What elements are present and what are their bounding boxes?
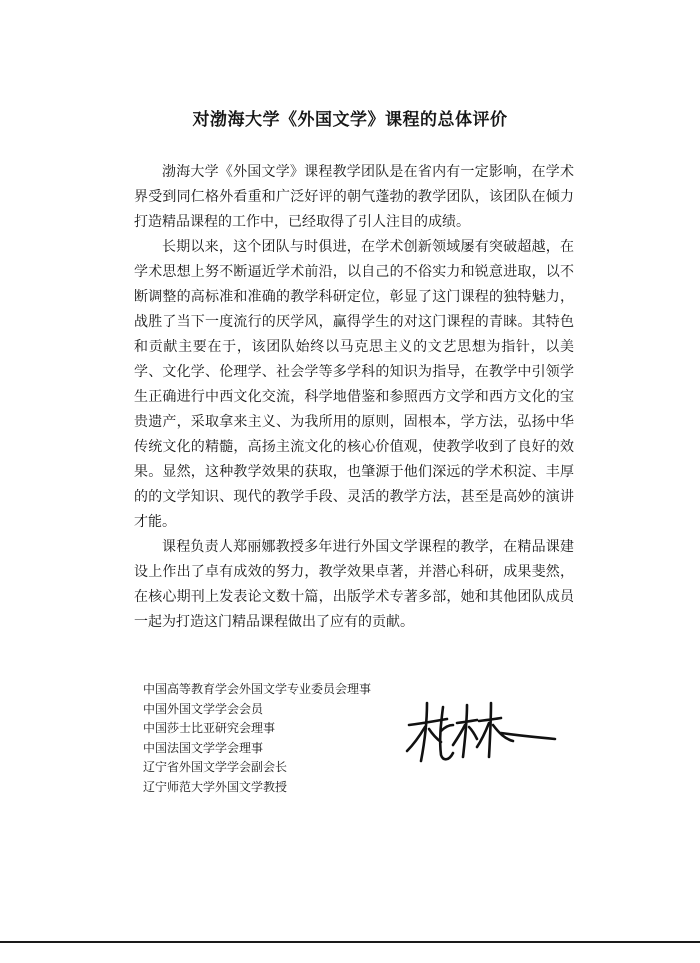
document-title: 对渤海大学《外国文学》课程的总体评价 xyxy=(192,110,508,130)
signer-titles xyxy=(143,680,433,797)
signer-title-4: 中国法国文学学会理事 xyxy=(143,740,264,755)
paragraph-3: 课程负责人郑丽娜教授多年进行外国文学课程的教学，在精品课建设上作出了卓有成效的努力，教学效果卓著，并潜心科研，成果斐然，在核心期刊上发表论文数十篇，出版学术专著多部，她和其他团队成员一起为打造这门精品课程做出了应有的贡献。 xyxy=(134,539,574,630)
signer-title-5: 辽宁省外国文学学会副会长 xyxy=(143,760,288,774)
document-body xyxy=(134,160,574,635)
bottom-border-line xyxy=(0,941,700,943)
signer-title-1: 中国高等教育学会外国文学专业委员会理事 xyxy=(143,682,372,696)
paragraph-1: 渤海大学《外国文学》课程教学团队是在省内有一定影响，在学术界受到同仁格外看重和广泛好评的朝气蓬勃的教学团队，该团队在倾力打造精品课程的工作中，已经取得了引人注目的成绩。 xyxy=(134,164,574,230)
signer-title-6: 辽宁师范大学外国文学教授 xyxy=(143,779,288,794)
handwritten-signature xyxy=(405,695,565,775)
signer-title-2: 中国外国文学学会会员 xyxy=(143,701,264,716)
signer-title-3: 中国莎士比亚研究会理事 xyxy=(143,721,276,735)
paragraph-2: 长期以来，这个团队与时俱进，在学术创新领域屡有突破超越，在学术思想上努不断逼近学术前沿，以自己的不俗实力和锐意进取，以不断调整的高标准和准确的教学科研定位，彰显了这门课程的独特魅力，战胜了当下一度流行的厌学风，赢得学生的对这门课程的青睐。其特色和贡献主要在于，该团队始终以马克思主义的文艺思想为指针，以美学、文化学、伦理学、社会学等多学科的知识为指导，在教学中引领学生正确进行中西文化交流，科学地借鉴和参照西方文学和西方文化的宝贵遗产，采取拿来主义、为我所用的原则，固根本，学方法，弘扬中华传统文化的精髓，高扬主流文化的核心价值观，使教学收到了良好的效果。显然，这种教学效果的获取，也肇源于他们深远的学术积淀、丰厚的的文学知识、现代的教学手段、灵活的教学方法，甚至是高妙的演讲才能。 xyxy=(134,239,574,530)
